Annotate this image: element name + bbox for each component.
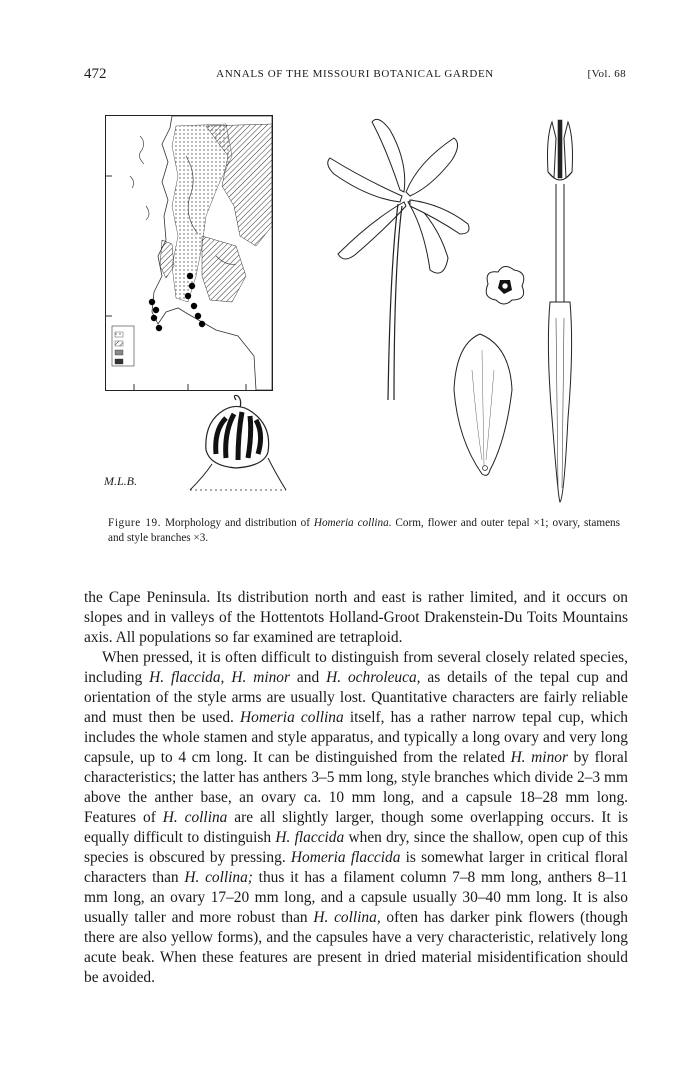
species-name: H. flaccida bbox=[275, 829, 345, 846]
paragraph-2 bbox=[84, 648, 628, 988]
caption-species: Homeria collina bbox=[313, 517, 389, 529]
ovary-stamens-illustration bbox=[530, 118, 590, 504]
species-name: Homeria flaccida bbox=[290, 849, 401, 866]
species-name: H. ochroleuca, bbox=[326, 669, 421, 686]
species-name: Homeria collina bbox=[240, 709, 344, 726]
outer-tepal-illustration bbox=[450, 330, 516, 480]
species-name: H. collina, bbox=[313, 909, 381, 926]
running-header bbox=[84, 66, 626, 86]
journal-title: ANNALS OF THE MISSOURI BOTANICAL GARDEN bbox=[216, 68, 494, 80]
figure-19 bbox=[100, 108, 620, 508]
caption-text: Morphology and distribution of bbox=[165, 517, 314, 529]
corm-illustration bbox=[160, 394, 290, 498]
text-run: when dry, since the shallow, open cup of this species is obscured by pressing. bbox=[84, 829, 628, 866]
illustrator-initials: M.L.B. bbox=[104, 474, 137, 488]
text-run: often has darker pink flowers (though there are also yellow forms), and the capsules have a very characteristic, relatively long acute beak. When these features are present in dried material misidentification should be avoided. bbox=[84, 909, 628, 986]
volume-label: [Vol. 68 bbox=[587, 68, 626, 80]
text-run: thus it has a filament column 7–8 mm long, anthers 8–11 mm long, an ovary 17–20 mm long, and a capsule usually 30–40 mm long. It is also usually taller and more robust than bbox=[84, 869, 629, 926]
species-name: H. collina; bbox=[184, 869, 253, 886]
species-name: H. collina bbox=[162, 809, 228, 826]
caption-text: . Corm, flower and outer tepal ×1; ovary, stamens and style branches ×3. bbox=[108, 517, 620, 544]
body-text bbox=[84, 588, 628, 988]
distribution-map bbox=[105, 115, 273, 391]
text-run: and bbox=[290, 669, 327, 686]
page-number: 472 bbox=[84, 66, 107, 82]
text-run: are all slightly larger, though some overlapping occurs. It is equally difficult to distinguish bbox=[84, 809, 628, 846]
distribution-map-drawing bbox=[106, 116, 272, 390]
species-name: H. flaccida, H. minor bbox=[149, 669, 290, 686]
text-run: by floral characteristics; the latter has anthers 3–5 mm long, style branches which divide 2–3 mm above the anther base, an ovary ca. 10 mm long, and a capsule 18–28 mm long. Features of bbox=[84, 749, 628, 826]
text-run: itself, has a rather narrow tepal cup, which includes the whole stamen and style apparatus, and typically a long ovary and very long capsule, up to 4 cm long. It can be distinguished from the related bbox=[84, 709, 628, 766]
text-run: is somewhat larger in critical floral characters than bbox=[84, 849, 629, 886]
text-run: When pressed, it is often difficult to distinguish from several closely related species, including bbox=[84, 649, 628, 686]
figure-label: Figure 19. bbox=[108, 517, 162, 529]
figure-caption bbox=[108, 516, 620, 546]
text-run: as details of the tepal cup and orientation of the style arms are usually lost. Quantitative characters are fairly reliable and must then be used. bbox=[84, 669, 628, 726]
species-name: H. minor bbox=[510, 749, 568, 766]
style-branches-illustration bbox=[480, 260, 530, 310]
paragraph-1: the Cape Peninsula. Its distribution north and east is rather limited, and it occurs on slopes and in valleys of the Hottentots Holland-Groot Drakenstein-Du Toits Mountains axis. All populations so far examined are tetraploid. bbox=[84, 589, 628, 646]
